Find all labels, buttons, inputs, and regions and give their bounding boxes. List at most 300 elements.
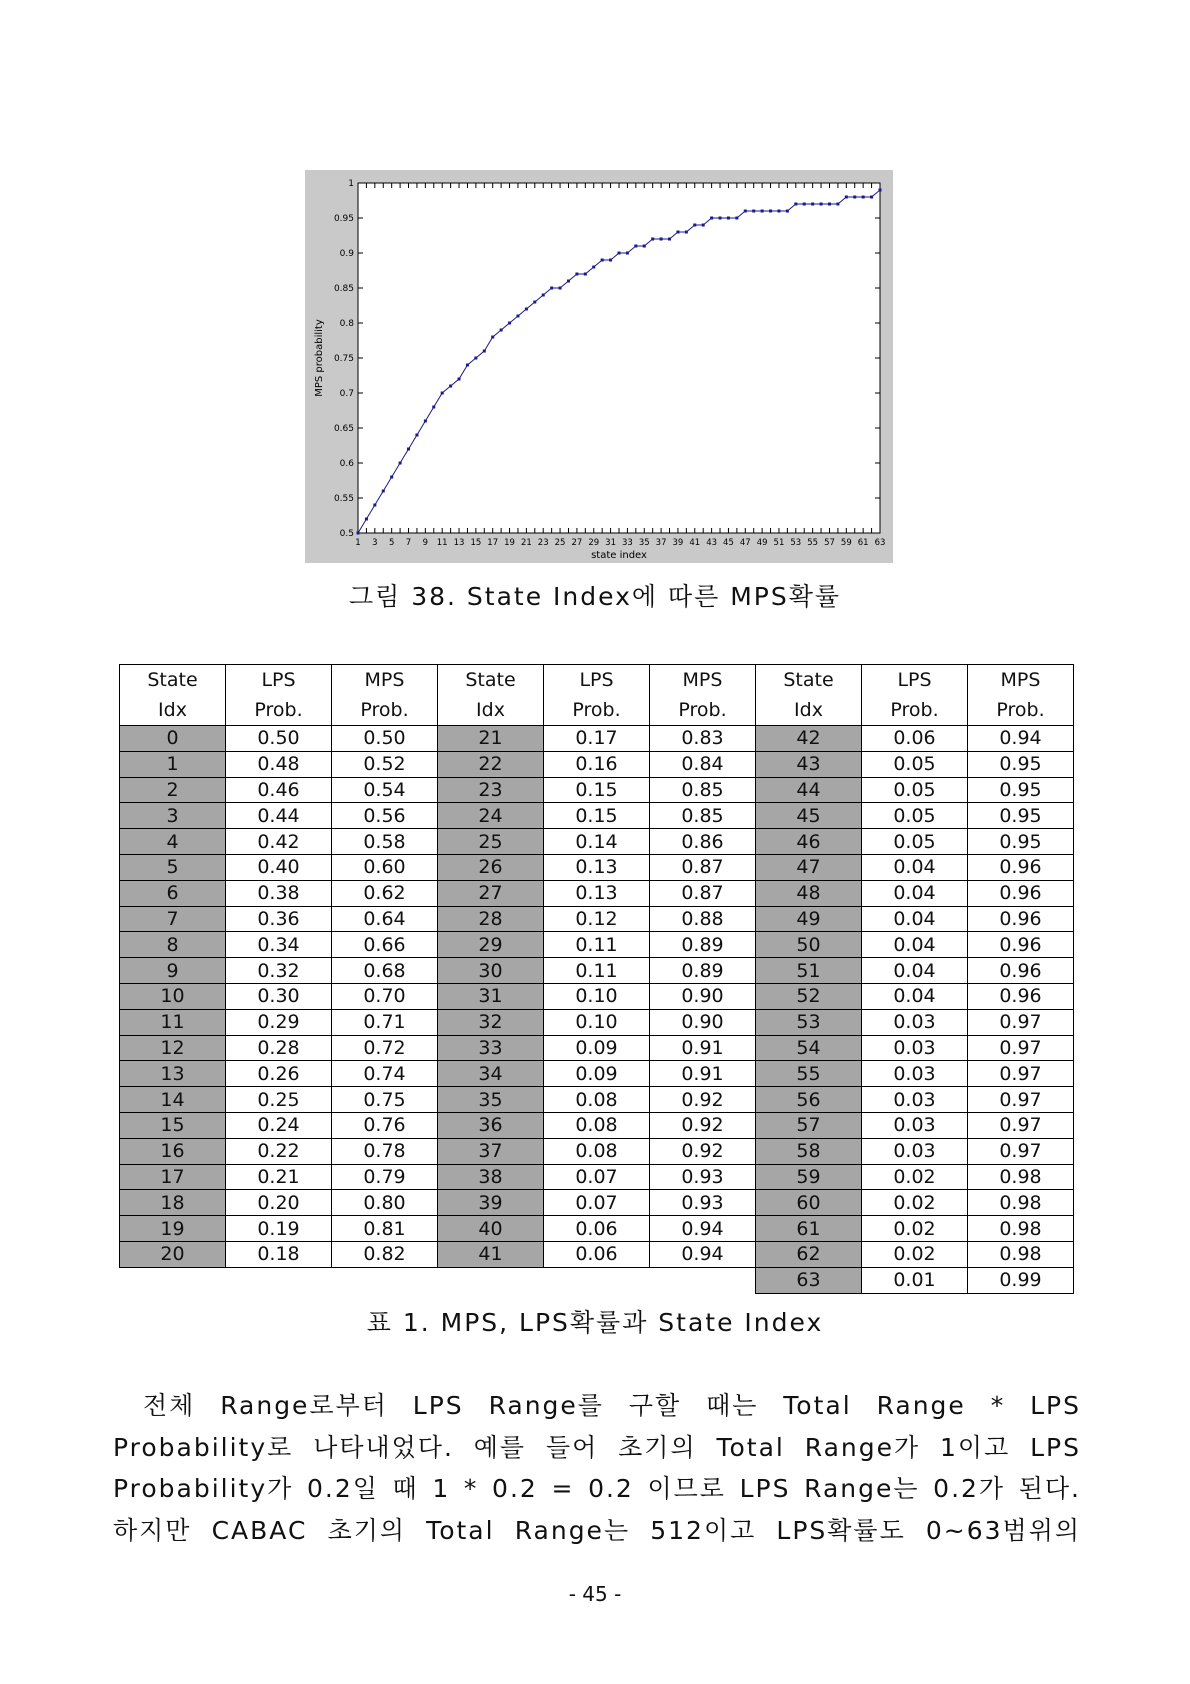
table-cell: 60	[756, 1190, 862, 1216]
table-cell: 0.86	[650, 829, 756, 855]
mps-data-point	[458, 378, 461, 381]
mps-data-point	[845, 196, 848, 199]
table-cell: 20	[120, 1241, 226, 1267]
table-cell: 0.84	[650, 751, 756, 777]
x-tick-label: 33	[622, 538, 633, 548]
table-cell	[226, 1267, 332, 1293]
table-cell: 25	[438, 829, 544, 855]
table-cell: 3	[120, 803, 226, 829]
table-cell: 0.87	[650, 880, 756, 906]
table-cell: 23	[438, 777, 544, 803]
mps-data-point	[702, 224, 705, 227]
table-cell: 0.18	[226, 1241, 332, 1267]
mps-data-point	[373, 504, 376, 507]
table-cell: 27	[438, 880, 544, 906]
table-cell: 2	[120, 777, 226, 803]
table-cell: 0.10	[544, 1009, 650, 1035]
y-tick-label: 0.55	[333, 494, 354, 504]
table-cell: 31	[438, 983, 544, 1009]
table-cell: 56	[756, 1087, 862, 1113]
table-cell: 0.11	[544, 958, 650, 984]
table-cell: 0.04	[862, 854, 968, 880]
table-cell: 0.21	[226, 1164, 332, 1190]
y-tick-label: 0.85	[333, 284, 354, 294]
table-row	[120, 1087, 1074, 1113]
table-cell: 21	[438, 726, 544, 752]
table-cell: 9	[120, 958, 226, 984]
table-row	[120, 958, 1074, 984]
table-cell: 0.04	[862, 932, 968, 958]
table-cell: 28	[438, 906, 544, 932]
table-cell: 0.04	[862, 906, 968, 932]
table-cell: 0.09	[544, 1061, 650, 1087]
mps-data-point	[550, 287, 553, 290]
table-cell: 0.03	[862, 1087, 968, 1113]
table-cell: 44	[756, 777, 862, 803]
table-cell: 0.85	[650, 777, 756, 803]
table-cell: 37	[438, 1138, 544, 1164]
table-cell: 0.90	[650, 983, 756, 1009]
table-cell: 42	[756, 726, 862, 752]
body-paragraph	[113, 1385, 1081, 1551]
y-tick-label: 0.6	[339, 459, 354, 469]
x-tick-label: 25	[554, 538, 566, 548]
x-tick-label: 15	[470, 538, 482, 548]
table-cell: 0.74	[332, 1061, 438, 1087]
x-tick-label: 31	[605, 538, 616, 548]
table-cell: 35	[438, 1087, 544, 1113]
table-cell: 0.02	[862, 1216, 968, 1242]
mps-data-point	[567, 280, 570, 283]
table-cell: 0.08	[544, 1087, 650, 1113]
table-row	[120, 932, 1074, 958]
table-cell: 0.04	[862, 880, 968, 906]
table-cell: 0.06	[862, 726, 968, 752]
mps-data-point	[794, 203, 797, 206]
table-row	[120, 1138, 1074, 1164]
x-tick-label: 53	[790, 538, 802, 548]
table-cell: 0.20	[226, 1190, 332, 1216]
table-cell: 18	[120, 1190, 226, 1216]
table-cell: 0.95	[968, 803, 1074, 829]
mps-data-point	[483, 350, 486, 353]
mps-data-point	[474, 357, 477, 360]
table-cell: 0.98	[968, 1241, 1074, 1267]
table-cell: 0.99	[968, 1267, 1074, 1293]
table-cell: 0.28	[226, 1035, 332, 1061]
mps-data-point	[685, 231, 688, 234]
table-row	[120, 1009, 1074, 1035]
table-cell: 0.75	[332, 1087, 438, 1113]
table-cell: 0.04	[862, 983, 968, 1009]
table-cell: 22	[438, 751, 544, 777]
table-cell: 0.91	[650, 1035, 756, 1061]
header-lps-2: LPS Prob.	[544, 665, 650, 726]
table-cell: 0.32	[226, 958, 332, 984]
table-cell: 17	[120, 1164, 226, 1190]
mps-data-point	[744, 210, 747, 213]
x-tick-label: 5	[388, 538, 395, 548]
chart-y-axis-label: MPS probability	[314, 319, 325, 397]
table-cell: 0.03	[862, 1138, 968, 1164]
header-mps-1: MPS Prob.	[332, 665, 438, 726]
table-cell: 36	[438, 1112, 544, 1138]
mps-data-point	[786, 210, 789, 213]
table-cell: 0.96	[968, 958, 1074, 984]
table-cell: 0.17	[544, 726, 650, 752]
mps-data-point	[592, 266, 595, 269]
mps-data-point	[752, 210, 755, 213]
table-cell: 0.50	[332, 726, 438, 752]
table-cell: 0.36	[226, 906, 332, 932]
table-cell: 41	[438, 1241, 544, 1267]
x-tick-label: 7	[405, 538, 412, 548]
table-cell: 0.11	[544, 932, 650, 958]
table-cell: 0.13	[544, 854, 650, 880]
mps-data-point	[508, 322, 511, 325]
table-row	[120, 906, 1074, 932]
table-cell: 0.09	[544, 1035, 650, 1061]
table-cell: 0.96	[968, 854, 1074, 880]
table-cell: 0.08	[544, 1138, 650, 1164]
x-tick-label: 9	[422, 538, 429, 548]
table-cell: 19	[120, 1216, 226, 1242]
table-header-row	[120, 665, 1074, 726]
table-cell: 0.71	[332, 1009, 438, 1035]
table-cell: 50	[756, 932, 862, 958]
table-cell: 0.54	[332, 777, 438, 803]
table-cell: 0.91	[650, 1061, 756, 1087]
table-cell: 0.79	[332, 1164, 438, 1190]
mps-data-point	[533, 301, 536, 304]
table-cell: 32	[438, 1009, 544, 1035]
table-cell: 0.40	[226, 854, 332, 880]
table-cell: 0.58	[332, 829, 438, 855]
table-cell: 0.10	[544, 983, 650, 1009]
header-lps-1: LPS Prob.	[226, 665, 332, 726]
table-cell: 0.02	[862, 1241, 968, 1267]
table-cell: 0.95	[968, 777, 1074, 803]
mps-data-point	[382, 490, 385, 493]
table-cell: 55	[756, 1061, 862, 1087]
table-cell: 0.24	[226, 1112, 332, 1138]
mps-data-point	[365, 518, 368, 521]
mps-data-point	[584, 273, 587, 276]
table-cell: 0.96	[968, 906, 1074, 932]
x-tick-label: 45	[723, 538, 734, 548]
table-cell: 0.89	[650, 932, 756, 958]
table-cell: 0.76	[332, 1112, 438, 1138]
table-cell: 0.83	[650, 726, 756, 752]
table-cell: 0.02	[862, 1164, 968, 1190]
table-cell: 0.05	[862, 803, 968, 829]
table-cell: 46	[756, 829, 862, 855]
table-caption: 표 1. MPS, LPS확률과 State Index	[366, 1308, 824, 1337]
table-cell: 0.93	[650, 1190, 756, 1216]
x-tick-label: 19	[504, 538, 515, 548]
mps-data-point	[441, 392, 444, 395]
x-tick-label: 63	[874, 538, 886, 548]
table-cell: 0.07	[544, 1164, 650, 1190]
mps-data-point	[862, 196, 865, 199]
table-cell: 0.50	[226, 726, 332, 752]
table-cell: 4	[120, 829, 226, 855]
table-cell: 0.80	[332, 1190, 438, 1216]
table-cell: 0.98	[968, 1216, 1074, 1242]
table-row	[120, 777, 1074, 803]
table-cell: 45	[756, 803, 862, 829]
x-tick-label: 47	[739, 538, 751, 548]
table-cell: 0.64	[332, 906, 438, 932]
header-mps-3: MPS Prob.	[968, 665, 1074, 726]
table-cell: 0.97	[968, 1035, 1074, 1061]
table-cell: 0.97	[968, 1061, 1074, 1087]
table-cell: 0.34	[226, 932, 332, 958]
y-tick-label: 0.9	[339, 249, 354, 259]
table-cell: 0.68	[332, 958, 438, 984]
table-cell: 0.92	[650, 1138, 756, 1164]
mps-data-point	[609, 259, 612, 262]
table-cell: 0.96	[968, 880, 1074, 906]
table-cell: 0.97	[968, 1112, 1074, 1138]
y-tick-label: 0.7	[339, 389, 354, 399]
chart-plot-area	[358, 183, 880, 533]
table-cell: 0	[120, 726, 226, 752]
mps-data-point	[719, 217, 722, 220]
table-cell: 11	[120, 1009, 226, 1035]
mps-data-point	[424, 420, 427, 423]
mps-data-point	[407, 448, 410, 451]
table-cell: 38	[438, 1164, 544, 1190]
table-cell: 0.96	[968, 932, 1074, 958]
mps-data-point	[660, 238, 663, 241]
table-cell: 0.15	[544, 777, 650, 803]
page-number: - 45 -	[568, 1582, 622, 1606]
table-cell: 0.66	[332, 932, 438, 958]
table-cell: 54	[756, 1035, 862, 1061]
x-tick-label: 11	[436, 538, 448, 548]
table-cell: 0.01	[862, 1267, 968, 1293]
table-cell: 6	[120, 880, 226, 906]
table-cell: 0.03	[862, 1061, 968, 1087]
table-row	[120, 1112, 1074, 1138]
table-cell: 0.26	[226, 1061, 332, 1087]
mps-data-point	[357, 532, 360, 535]
table-cell: 0.06	[544, 1216, 650, 1242]
table-cell: 0.07	[544, 1190, 650, 1216]
x-tick-label: 51	[773, 538, 785, 548]
table-row	[120, 880, 1074, 906]
table-cell: 53	[756, 1009, 862, 1035]
table-cell: 0.87	[650, 854, 756, 880]
table-cell: 0.05	[862, 777, 968, 803]
table-cell: 49	[756, 906, 862, 932]
mps-data-point	[727, 217, 730, 220]
x-tick-label: 35	[638, 538, 650, 548]
x-tick-label: 57	[824, 538, 835, 548]
x-tick-label: 37	[655, 538, 667, 548]
table-cell: 0.22	[226, 1138, 332, 1164]
table-cell: 16	[120, 1138, 226, 1164]
table-cell	[332, 1267, 438, 1293]
table-cell: 57	[756, 1112, 862, 1138]
mps-data-point	[668, 238, 671, 241]
table-cell: 0.94	[650, 1241, 756, 1267]
table-cell: 24	[438, 803, 544, 829]
table-cell: 0.88	[650, 906, 756, 932]
mps-data-point	[811, 203, 814, 206]
table-row	[120, 1164, 1074, 1190]
x-tick-label: 27	[571, 538, 583, 548]
table-cell	[120, 1267, 226, 1293]
table-cell: 0.70	[332, 983, 438, 1009]
x-tick-label: 13	[453, 538, 465, 548]
table-cell: 47	[756, 854, 862, 880]
mps-data-point	[651, 238, 654, 241]
mps-data-point	[769, 210, 772, 213]
table-cell: 0.82	[332, 1241, 438, 1267]
mps-data-point	[390, 476, 393, 479]
table-cell: 0.92	[650, 1112, 756, 1138]
table-cell: 0.48	[226, 751, 332, 777]
mps-data-point	[601, 259, 604, 262]
table-cell: 0.30	[226, 983, 332, 1009]
table-row	[120, 854, 1074, 880]
table-cell: 29	[438, 932, 544, 958]
table-cell: 30	[438, 958, 544, 984]
table-cell: 1	[120, 751, 226, 777]
mps-data-point	[525, 308, 528, 311]
mps-data-point	[879, 189, 882, 192]
mps-data-point	[415, 434, 418, 437]
table-cell: 33	[438, 1035, 544, 1061]
table-cell: 61	[756, 1216, 862, 1242]
table-cell: 0.25	[226, 1087, 332, 1113]
mps-data-point	[634, 245, 637, 248]
body-line: 하지만 CABAC 초기의 Total Range는 512이고 LPS확률도 0~63범위의	[113, 1515, 1081, 1545]
table-cell	[438, 1267, 544, 1293]
table-cell	[544, 1267, 650, 1293]
mps-data-point	[542, 294, 545, 297]
mps-data-point	[828, 203, 831, 206]
table-cell: 0.29	[226, 1009, 332, 1035]
body-line: Probability가 0.2일 때 1 * 0.2 = 0.2 이므로 LPS Range는 0.2가 된다.	[113, 1474, 1081, 1503]
y-tick-label: 0.75	[333, 354, 354, 364]
table-cell: 0.62	[332, 880, 438, 906]
table-cell: 0.97	[968, 1009, 1074, 1035]
x-tick-label: 21	[520, 538, 532, 548]
table-cell: 13	[120, 1061, 226, 1087]
table-cell: 0.56	[332, 803, 438, 829]
table-cell: 0.14	[544, 829, 650, 855]
mps-data-point	[618, 252, 621, 255]
table-cell: 62	[756, 1241, 862, 1267]
mps-data-point	[761, 210, 764, 213]
x-tick-label: 55	[807, 538, 819, 548]
mps-data-point	[575, 273, 578, 276]
header-state-3: State Idx	[756, 665, 862, 726]
table-cell: 0.95	[968, 829, 1074, 855]
table-cell: 0.52	[332, 751, 438, 777]
state-probability-table	[119, 664, 1074, 1294]
mps-data-point	[870, 196, 873, 199]
table-cell: 48	[756, 880, 862, 906]
x-tick-label: 43	[706, 538, 718, 548]
y-tick-label: 0.5	[339, 529, 354, 539]
mps-data-point	[693, 224, 696, 227]
table-cell	[650, 1267, 756, 1293]
table-cell: 0.94	[650, 1216, 756, 1242]
table-cell: 52	[756, 983, 862, 1009]
table-cell: 0.05	[862, 829, 968, 855]
table-row	[120, 751, 1074, 777]
table-cell: 0.16	[544, 751, 650, 777]
mps-data-point	[399, 462, 402, 465]
table-cell: 0.03	[862, 1009, 968, 1035]
table-cell: 15	[120, 1112, 226, 1138]
table-cell: 0.46	[226, 777, 332, 803]
header-mps-2: MPS Prob.	[650, 665, 756, 726]
y-tick-label: 0.65	[333, 424, 354, 434]
table-cell: 0.96	[968, 983, 1074, 1009]
table-cell: 0.05	[862, 751, 968, 777]
mps-data-point	[676, 231, 679, 234]
table-cell: 39	[438, 1190, 544, 1216]
table-cell: 0.92	[650, 1087, 756, 1113]
body-line: 전체 Range로부터 LPS Range를 구할 때는 Total Range * LPS	[143, 1391, 1081, 1420]
y-tick-label: 0.95	[333, 214, 354, 224]
table-cell: 0.06	[544, 1241, 650, 1267]
table-cell: 0.60	[332, 854, 438, 880]
table-cell: 63	[756, 1267, 862, 1293]
chart-x-axis-label: state index	[591, 550, 647, 561]
x-tick-label: 61	[857, 538, 869, 548]
table-cell: 34	[438, 1061, 544, 1087]
table-cell: 0.02	[862, 1190, 968, 1216]
mps-data-point	[432, 406, 435, 409]
table-cell: 40	[438, 1216, 544, 1242]
table-cell: 0.89	[650, 958, 756, 984]
table-cell: 0.97	[968, 1138, 1074, 1164]
mps-data-point	[710, 217, 713, 220]
table-cell: 0.97	[968, 1087, 1074, 1113]
table-cell: 0.44	[226, 803, 332, 829]
mps-data-point	[449, 385, 452, 388]
mps-data-point	[836, 203, 839, 206]
table-cell: 5	[120, 854, 226, 880]
header-lps-3: LPS Prob.	[862, 665, 968, 726]
table-cell: 0.15	[544, 803, 650, 829]
y-tick-label: 0.8	[339, 319, 354, 329]
table-row	[120, 1267, 1074, 1293]
table-cell: 0.12	[544, 906, 650, 932]
table-row	[120, 983, 1074, 1009]
mps-data-point	[820, 203, 823, 206]
table-cell: 26	[438, 854, 544, 880]
table-cell: 12	[120, 1035, 226, 1061]
table-cell: 7	[120, 906, 226, 932]
table-cell: 0.93	[650, 1164, 756, 1190]
table-cell: 0.04	[862, 958, 968, 984]
x-tick-label: 41	[689, 538, 701, 548]
table-row	[120, 803, 1074, 829]
mps-data-point	[803, 203, 806, 206]
mps-data-point	[735, 217, 738, 220]
table-cell: 0.03	[862, 1035, 968, 1061]
table-cell: 59	[756, 1164, 862, 1190]
table-cell: 0.98	[968, 1190, 1074, 1216]
table-row	[120, 829, 1074, 855]
